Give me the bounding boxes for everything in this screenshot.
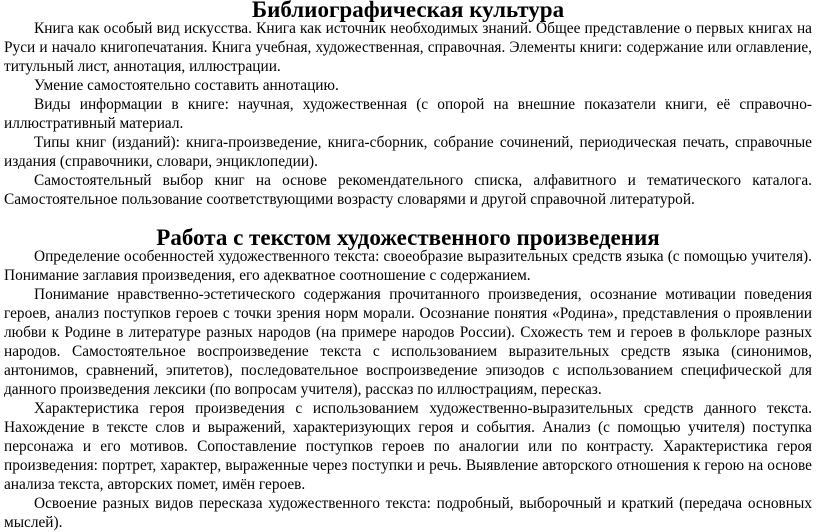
paragraph: Умение самостоятельно составить аннотацию. (34, 77, 339, 94)
paragraph: Виды информации в книге: научная, художественная (с опорой на внешние показатели книги, её справочно-иллюстративный материал. (4, 96, 812, 132)
paragraph: Освоение разных видов пересказа художественного текста: подробный, выборочный и краткий (передача основных мыслей). (4, 495, 812, 531)
section-title: Работа с текстом художественного произведения (156, 224, 660, 250)
paragraph: Самостоятельный выбор книг на основе рекомендательного списка, алфавитного и тематического каталога. Самостоятельное пользование соответствующими возрасту словарями и другой справочной литературой. (4, 172, 812, 208)
paragraph: Характеристика героя произведения с использованием художественно-выразительных средств данного текста. Нахождение в тексте слов и выражений, характеризующих героя и события. Анализ (с помощью учителя) поступка персонажа и его мотивов. Сопоставление поступков героев по аналогии или по контрасту. Характеристика героя произведения: портрет, характер, выраженные через поступки и речь. Выявление авторского отношения к герою на основе анализа текста, авторских помет, имён героев. (4, 400, 812, 493)
section-bibliographic-culture (4, 0, 812, 209)
section-text-work (4, 224, 812, 532)
paragraph: Определение особенностей художественного текста: своеобразие выразительных средств языка (с помощью учителя). Понимание заглавия произведения, его адекватное соотношение с содержанием. (4, 248, 812, 284)
paragraph: Понимание нравственно-эстетического содержания прочитанного произведения, осознание мотивации поведения героев, анализ поступков героев с точки зрения норм морали. Осознание понятия «Родина», представления о проявлении любви к Родине в литературе разных народов (на примере народов России). Схожесть тем и героев в фольклоре разных народов. Самостоятельное воспроизведение текста с использованием выразительных средств языка (синонимов, антонимов, сравнений, эпитетов), последовательное воспроизведение эпизодов с использованием специфической для данного произведения лексики (по вопросам учителя), рассказ по иллюстрациям, пересказ. (4, 286, 812, 398)
paragraph: Типы книг (изданий): книга-произведение, книга-сборник, собрание сочинений, периодическая печать, справочные издания (справочники, словари, энциклопедии). (4, 134, 812, 170)
section-title: Библиографическая культура (251, 0, 565, 22)
paragraph: Книга как особый вид искусства. Книга как источник необходимых знаний. Общее представление о первых книгах на Руси и начало книгопечатания. Книга учебная, художественная, справочная. Элементы книги: содержание или оглавление, титульный лист, аннотация, иллюстрации. (4, 20, 812, 75)
